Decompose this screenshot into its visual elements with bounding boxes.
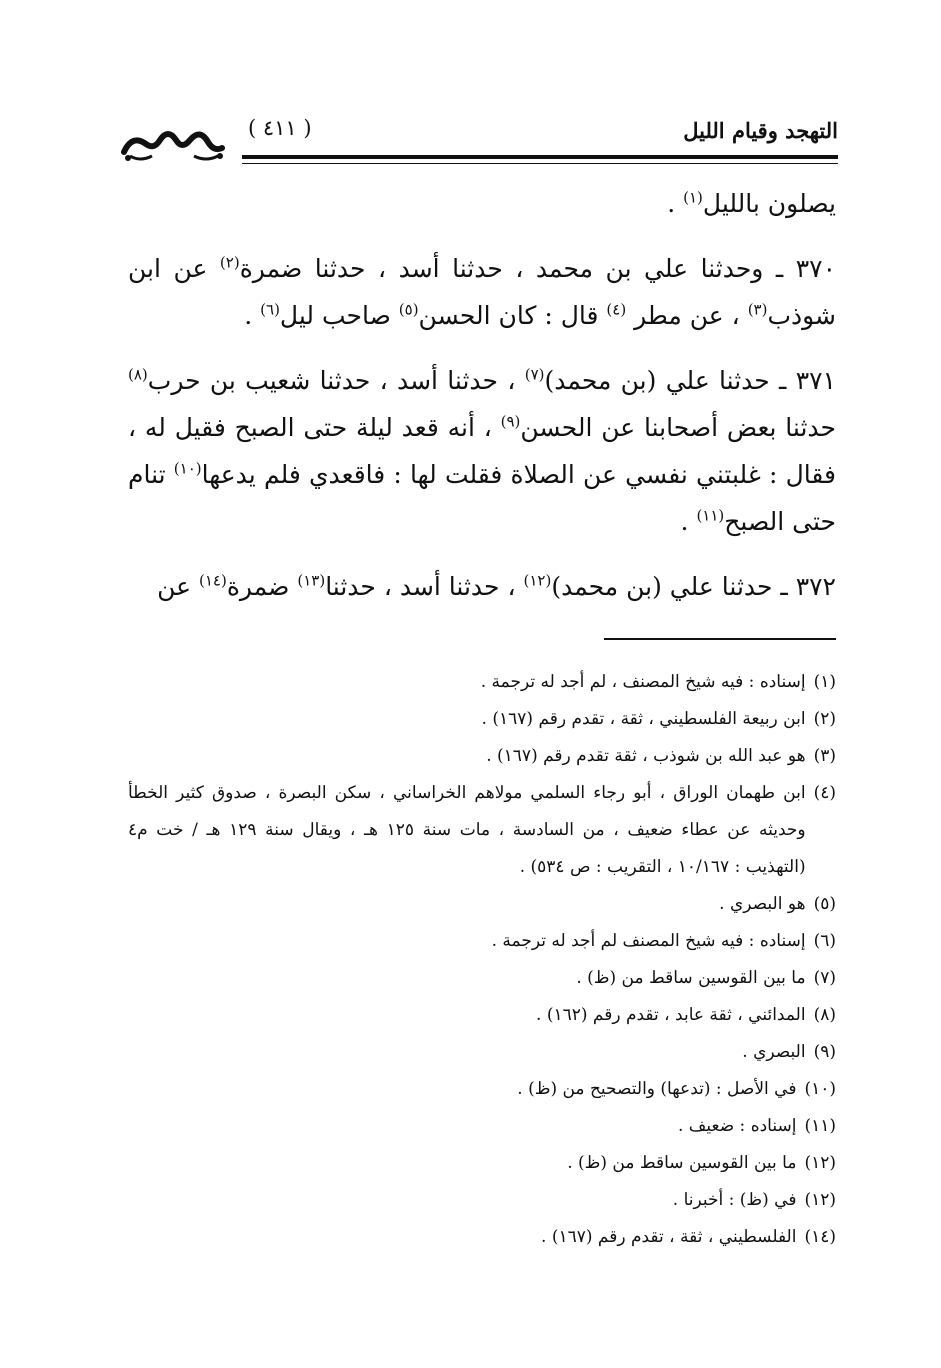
- main-text: [128, 180, 836, 628]
- footnote-item: [128, 775, 836, 886]
- footnote-marker: (١٠): [173, 459, 202, 478]
- footnote-marker: (١): [683, 188, 703, 207]
- footnote-text: هو عبد الله بن شوذب ، ثقة تقدم رقم (١٦٧) .: [486, 746, 806, 766]
- paragraph-text: ٣٧٢ ـ حدثنا علي (بن محمد): [551, 572, 836, 601]
- footnote-item: [128, 886, 836, 923]
- footnote-item: [128, 1108, 836, 1145]
- footnote-text: إسناده : فيه شيخ المصنف ، لم أجد له ترجمة .: [480, 672, 806, 692]
- footnote-number: (١٢): [804, 1153, 836, 1173]
- footnote-text: في (ظ) : أخبرنا .: [672, 1190, 797, 1210]
- running-header: [120, 110, 838, 182]
- footnote-text: إسناده : فيه شيخ المصنف لم أجد له ترجمة .: [491, 931, 806, 951]
- footnote-marker: (١٣): [297, 571, 326, 590]
- footnote-text: ما بين القوسين ساقط من (ظ) .: [567, 1153, 797, 1173]
- paragraph-text: يصلون بالليل: [702, 189, 836, 218]
- page-number: ( ٤١١ ): [248, 116, 312, 140]
- footnote-number: (٦): [813, 931, 836, 951]
- footnote-item: [128, 1071, 836, 1108]
- footnote-number: (١٢): [804, 1190, 836, 1210]
- footnote-marker: (١١): [696, 506, 725, 525]
- footnote-marker: (٦): [260, 300, 280, 319]
- paragraph-text: ، حدثنا أسد ، حدثنا: [325, 572, 524, 601]
- footnote-item: [128, 960, 836, 997]
- footnote-number: (٨): [813, 1005, 836, 1025]
- footnote-text: ابن ربيعة الفلسطيني ، ثقة ، تقدم رقم (١٦٧) .: [481, 709, 806, 729]
- header-rule-thin: [242, 163, 838, 164]
- footnote-item: [128, 997, 836, 1034]
- paragraph-text: حدثنا بعض أصحابنا عن الحسن: [520, 413, 836, 442]
- footnote-text: ابن طهمان الوراق ، أبو رجاء السلمي مولاهم الخراساني ، سكن البصرة ، صدوق كثير الخطأ وحديثه عن عطاء ضعيف ، من السادسة ، مات سنة ١٢٥ هـ ، ويقال سنة ١٢٩ هـ / خت م٤ (التهذيب : ١٠/١٦٧ ، التقريب : ص ٥٣٤) .: [128, 783, 806, 877]
- footnote-marker: (٣): [747, 300, 768, 319]
- footnote-item: [128, 664, 836, 701]
- footnote-number: (١٠): [804, 1079, 836, 1099]
- footnote-number: (٥): [813, 894, 836, 914]
- footnote-text: البصري .: [742, 1042, 806, 1062]
- footnote-marker: (٩): [500, 412, 521, 431]
- footnote-marker: (٧): [524, 365, 545, 384]
- body-paragraph: [128, 357, 836, 545]
- paragraph-text: عن ابن شوذب: [128, 254, 836, 330]
- header-rule-thick: [242, 155, 838, 159]
- paragraph-text: .: [244, 301, 261, 330]
- footnote-number: (١١): [804, 1116, 836, 1136]
- footnote-marker: (١٢): [523, 571, 552, 590]
- footnote-text: المدائني ، ثقة عابد ، تقدم رقم (١٦٢) .: [536, 1005, 806, 1025]
- footnote-item: [128, 1219, 836, 1256]
- footnote-item: [128, 1034, 836, 1071]
- footnote-number: (١٤): [804, 1227, 836, 1247]
- footnote-text: ما بين القوسين ساقط من (ظ) .: [576, 968, 806, 988]
- paragraph-text: ، عن مطر: [626, 301, 748, 330]
- footnote-item: [128, 738, 836, 775]
- footnote-marker: (٨): [128, 365, 148, 384]
- footnote-number: (٤): [813, 783, 836, 803]
- footnote-item: [128, 1182, 836, 1219]
- body-paragraph: [128, 180, 836, 227]
- footnote-marker: (٢): [219, 253, 240, 272]
- paragraph-text: .: [680, 507, 697, 536]
- footnote-number: (١): [813, 672, 836, 692]
- paragraph-text: تنام حتى الصبح: [128, 460, 836, 536]
- paragraph-text: ٣٧١ ـ حدثنا علي (بن محمد): [544, 366, 836, 395]
- footnote-marker: (٤): [606, 300, 627, 319]
- footnote-text: هو البصري .: [719, 894, 806, 914]
- footnote-separator: [604, 638, 836, 640]
- paragraph-text: ٣٧٠ ـ وحدثنا علي بن محمد ، حدثنا أسد ، حدثنا ضمرة: [239, 254, 837, 283]
- footnote-text: إسناده : ضعيف .: [677, 1116, 797, 1136]
- footnote-text: في الأصل : (تدعها) والتصحيح من (ظ) .: [517, 1079, 797, 1099]
- paragraph-text: .: [667, 189, 684, 218]
- footnote-number: (٢): [813, 709, 836, 729]
- footnote-item: [128, 1145, 836, 1182]
- footnote-item: [128, 701, 836, 738]
- footnotes: [128, 664, 836, 1256]
- footnote-number: (٩): [813, 1042, 836, 1062]
- ornament-icon: [120, 122, 226, 166]
- book-title: التهجد وقيام الليل: [683, 118, 838, 143]
- footnote-number: (٣): [813, 746, 836, 766]
- body-paragraph: [128, 563, 836, 610]
- paragraph-text: ضمرة: [226, 572, 298, 601]
- paragraph-text: عن: [157, 572, 199, 601]
- footnote-marker: (١٤): [198, 571, 227, 590]
- footnote-number: (٧): [813, 968, 836, 988]
- paragraph-text: ، حدثنا أسد ، حدثنا شعيب بن حرب: [147, 366, 525, 395]
- paragraph-text: ، أنه قعد ليلة حتى الصبح فقيل له ، فقال : غلبتني نفسي عن الصلاة فقلت لها : فاقعدي فلم يدعها: [128, 413, 836, 489]
- footnote-marker: (٥): [398, 300, 419, 319]
- paragraph-text: صاحب ليل: [279, 301, 399, 330]
- footnote-item: [128, 923, 836, 960]
- body-paragraph: [128, 245, 836, 339]
- paragraph-text: قال : كان الحسن: [418, 301, 607, 330]
- footnote-text: الفلسطيني ، ثقة ، تقدم رقم (١٦٧) .: [541, 1227, 797, 1247]
